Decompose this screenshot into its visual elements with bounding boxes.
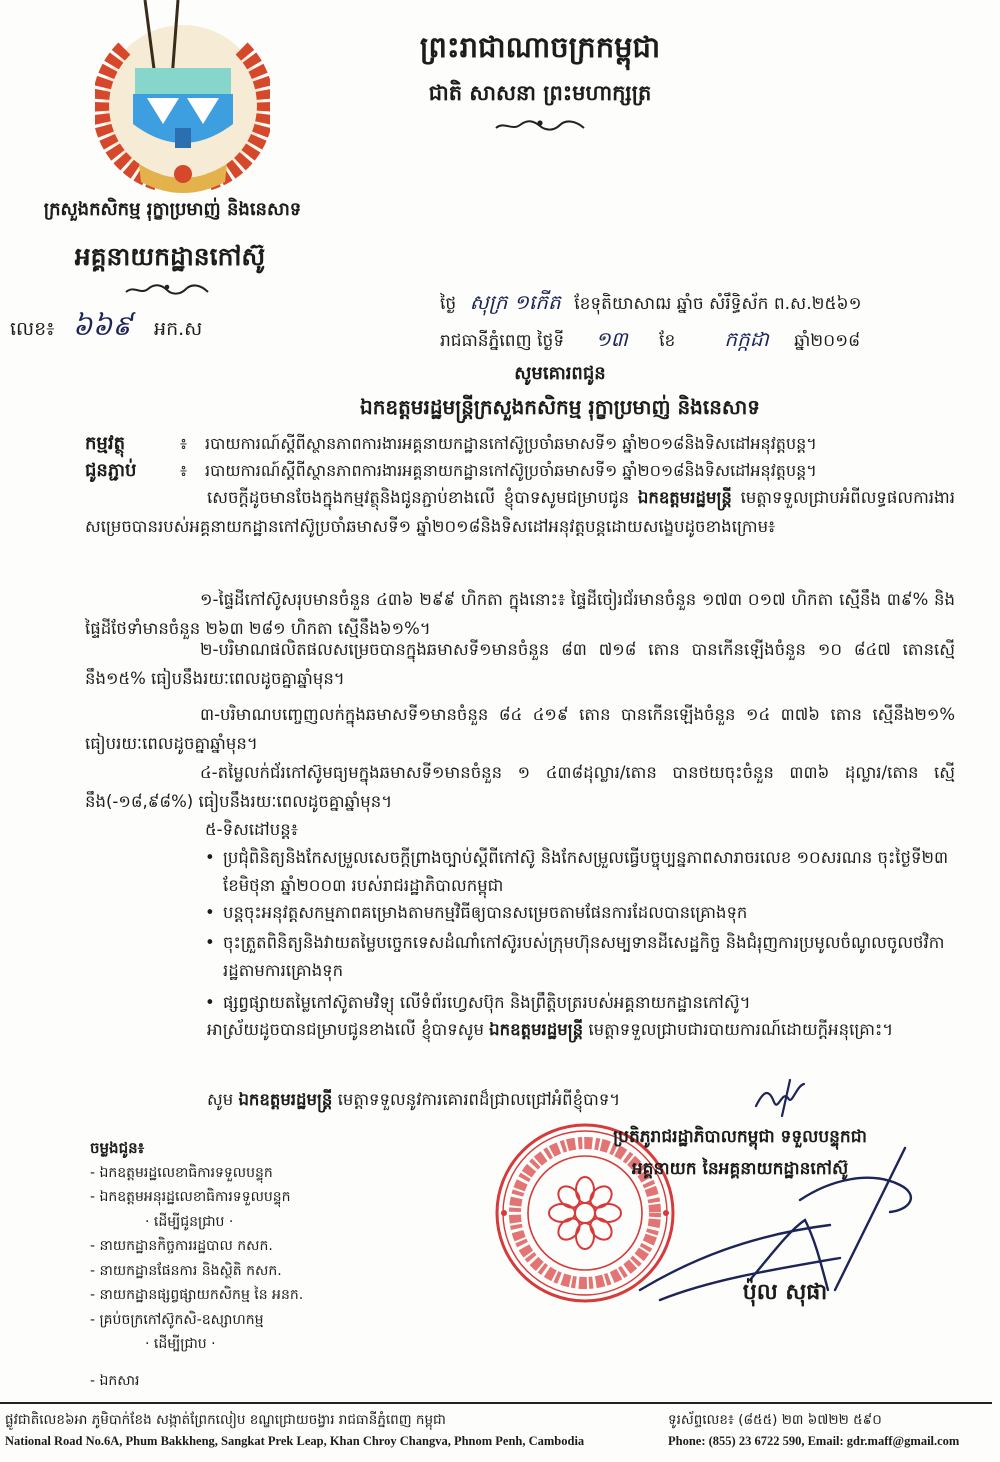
month-label: ខែ [659, 331, 676, 351]
signatory-title: ប្រតិភូរាជរដ្ឋាភិបាលកម្ពុជា ទទួលបន្ទុកជា [613, 1127, 867, 1147]
enclosure-label: ជូនភ្ជាប់ [85, 460, 137, 481]
date-day-handwritten: ១៣ [595, 327, 628, 351]
footer-address-english: National Road No.6A, Phum Bakkheng, Sangkat Prek Leap, Khan Chroy Changva, Phnom Penh, Cambodia [5, 1434, 585, 1448]
direction-text: បន្តចុះអនុវត្តសកម្មភាពគម្រោងតាមកម្មវិធីឲ្យបានសម្រេចតាមផែនការដែលបានគ្រោងទុក [223, 903, 748, 922]
ornament-divider [122, 283, 212, 297]
kingdom-title: ព្រះរាជាណាចក្រកម្ពុជា [419, 30, 661, 64]
solar-date-line [440, 326, 965, 356]
copies-item: - គ្រប់ចក្រកៅស៊ូកសិ-ឧស្សាហកម្ម [90, 1311, 264, 1328]
result-item: ៤-តម្លៃលក់ជ័រកៅស៊ូមធ្យមក្នុងឆមាសទី១មានចំនួន ១ ៤៣៨ដុល្លារ/តោន បានថយចុះចំនួន ៣៣៦ ដុល្លារ/តោន ស្មើនឹង(-១៨,៩៨%) ធៀបនឹងរយៈពេលដូចគ្នាឆ្នាំមុន។ [85, 763, 955, 811]
ministry-emblem [95, 0, 270, 195]
bullet-marker: • [205, 848, 215, 867]
respect-minister: ឯកឧត្តមរដ្ឋមន្ត្រី [238, 1090, 333, 1109]
copies-item: - នាយកដ្ឋានកិច្ចការរដ្ឋបាល កសក. [90, 1238, 273, 1254]
initial-signature-mark [752, 1076, 812, 1120]
copies-list [90, 1136, 450, 1393]
subject-row [85, 431, 960, 458]
direction-bullet-item [205, 899, 950, 927]
date-year: ឆ្នាំ២០១៨ [794, 331, 861, 351]
bullet-marker: • [205, 993, 215, 1012]
closing-minister: ឯកឧត្តមរដ្ឋមន្ត្រី [489, 1020, 584, 1039]
direction-bullet-item [205, 844, 950, 900]
enclosure-text: របាយការណ៍ស្តីពីស្ថានភាពការងារអគ្គនាយកដ្ឋានកៅស៊ូប្រចាំឆមាសទី១ ឆ្នាំ២០១៨និងទិសដៅអនុវត្តបន្ត។ [205, 461, 817, 480]
copies-note: · ដើម្បីជ្រាប · [145, 1336, 216, 1352]
direction-bullet-item [205, 989, 950, 1017]
copies-item: - នាយកដ្ឋានផែនការ និងស្ថិតិ កសក. [90, 1262, 282, 1279]
enclosure-separator: ៖ [180, 461, 188, 480]
enclosure-row [85, 458, 960, 485]
addressee: ឯកឧត្តមរដ្ឋមន្ត្រីក្រសួងកសិកម្ម រុក្ខាប្រមាញ់ និងនេសាទ [360, 395, 760, 419]
national-motto: ជាតិ សាសនា ព្រះមហាក្សត្រ [428, 81, 652, 105]
bullet-marker: • [205, 933, 215, 952]
respect-text-before: សូម [207, 1090, 239, 1109]
respect-paragraph [85, 1086, 955, 1115]
respect-text-after: មេត្តាទទួលនូវការគោរពដ៏ជ្រាលជ្រៅអំពីខ្ញុំបាទ។ [332, 1090, 621, 1109]
lunar-day-handwritten: សុក្រ ១កើត [469, 290, 561, 314]
reference-handwritten-number: ៦៦៩ [72, 309, 133, 342]
subject-label: កម្មវត្ថុ [85, 433, 125, 454]
footer-phone-khmer: ទូរស័ព្ទលេខ៖ (៨៥៥) ២៣ ៦៧២២ ៥៩០ [668, 1412, 882, 1428]
reference-number [10, 308, 340, 349]
copies-item: - ឯកឧត្តមអនុរដ្ឋលេខាធិការទទួលបន្ទុក [90, 1189, 291, 1205]
result-item: ៣-បរិមាណបញ្ចេញលក់ក្នុងឆមាសទី១មានចំនួន ៨៤ ៤១៩ តោន បានកើនឡើងចំនួន ១៤ ៣៧៦ តោន ស្មើនឹង២១% ធៀបរយៈពេលដូចគ្នាឆ្នាំមុន។ [85, 705, 955, 753]
intro-text-before: សេចក្តីដូចមានចែងក្នុងកម្មវត្ថុនិងជូនភ្ជាប់ខាងលើ ខ្ញុំបាទសូមជម្រាបជូន [207, 488, 638, 507]
footer-contact-english: Phone: (855) 23 6722 590, Email: gdr.maff@gmail.com [668, 1434, 960, 1448]
reference-suffix: អក.ស [154, 318, 203, 340]
intro-paragraph [85, 484, 955, 541]
lunar-date-rest: ខែទុតិយាសាឍ ឆ្នាំច សំរឹទ្ធិស័ក ព.ស.២៥៦១ [574, 294, 862, 314]
direction-text: ប្រជុំពិនិត្យនិងកែសម្រួលសេចក្តីព្រាងច្បាប់ស្តីពីកៅស៊ូ និងកែសម្រួលធ្វើបច្ចុប្បន្នភាពសារាចរលេខ ១០សរណន ចុះថ្ងៃទី២៣ ខែមិថុនា ឆ្នាំ២០០៣ របស់រាជរដ្ឋាភិបាលកម្ពុជា [223, 848, 949, 895]
copies-heading: ចម្លងជូន៖ [90, 1139, 145, 1157]
direction-text: ផ្សព្វផ្សាយតម្លៃកៅស៊ូតាមវិទ្យុ លើទំព័រហ្វេសប៊ុក និងព្រឹត្តិបត្ររបស់អគ្គនាយកដ្ឋានកៅស៊ូ។ [223, 993, 751, 1012]
result-item: ២-បរិមាណផលិតផលសម្រេចបានក្នុងឆមាសទី១មានចំនួន ៨៣ ៧១៨ តោន បានកើនឡើងចំនួន ១០ ៨៤៧ តោនស្មើនឹង១៥% ធៀបនឹងរយៈពេលដូចគ្នាឆ្នាំមុន។ [85, 640, 955, 688]
copies-item: - នាយកដ្ឋានផ្សព្វផ្សាយកសិកម្ម នៃ អនក. [90, 1287, 304, 1303]
direction-text: ចុះត្រួតពិនិត្យនិងវាយតម្លៃបច្ចេកទេសដំណាំកៅស៊ូរបស់ក្រុមហ៊ុនសម្បទានដីសេដ្ឋកិច្ច និងជំរុញការប្រមូលចំណូលចូលថវិការដ្ឋតាមការគ្រោងទុក [223, 933, 945, 980]
signatory-position: អគ្គនាយក នៃអគ្គនាយកដ្ឋានកៅស៊ូ [631, 1159, 849, 1179]
department-name: អគ្គនាយកដ្ឋានកៅស៊ូ [74, 242, 266, 271]
direction-bullet-item [205, 929, 950, 985]
lunar-date-line [440, 289, 965, 319]
place-label: រាជធានីភ្នំពេញ ថ្ងៃទី [440, 331, 565, 351]
closing-text-after: មេត្តាទទួលជ្រាបជារបាយការណ៍ដោយក្តីអនុគ្រោះ។ [583, 1020, 894, 1039]
signatory-name: ប៉ុល សុផា [742, 1280, 828, 1305]
intro-text-after: មេត្តាទទួលជ្រាបអំពីលទ្ធផលការងារសម្រេចបានរបស់អគ្គនាយកដ្ឋានកៅស៊ូប្រចាំឆមាសទី១ ឆ្នាំ២០១៨និងទិសដៅអនុវត្តបន្តដោយសង្ខេបដូចខាងក្រោម៖ [85, 488, 955, 536]
ministry-name: ក្រសួងកសិកម្ម រុក្ខាប្រមាញ់ និងនេសាទ [43, 199, 302, 220]
result-item: ១-ផ្ទៃដីកៅស៊ូសរុបមានចំនួន ៤៣៦ ២៩៩ ហិកតា ក្នុងនោះ៖ ផ្ទៃដីចៀរជ័រមានចំនួន ១៧៣ ០១៧ ហិកតា ស្មើនឹង ៣៩% និងផ្ទៃដីថែទាំមានចំនួន ២៦៣ ២៨១ ហិកតា ស្មើនឹង៦១%។ [85, 590, 955, 638]
footer-address-khmer: ផ្លូវជាតិលេខ៦អា ភូមិបាក់ខែង សង្កាត់ព្រែកលៀប ខណ្ឌជ្រោយចង្វារ រាជធានីភ្នំពេញ កម្ពុជា [5, 1412, 446, 1428]
copies-item: - ឯកសារ [90, 1372, 140, 1389]
closing-text-before: អាស្រ័យដូចបានជម្រាបជូនខាងលើ ខ្ញុំបាទសូម [207, 1020, 490, 1039]
closing-paragraph [85, 1016, 955, 1045]
bullet-marker: • [205, 903, 215, 922]
salutation: សូមគោរពជូន [514, 363, 606, 384]
intro-minister: ឯកឧត្តមរដ្ឋមន្ត្រី [637, 488, 732, 507]
directions-heading: ៥-ទិសដៅបន្ត៖ [205, 820, 298, 839]
subject-text: របាយការណ៍ស្តីពីស្ថានភាពការងារអគ្គនាយកដ្ឋានកៅស៊ូប្រចាំឆមាសទី១ ឆ្នាំ២០១៨និងទិសដៅអនុវត្តបន្ត។ [205, 434, 817, 453]
ornament-divider [492, 118, 588, 134]
copies-note: · ដើម្បីជូនជ្រាប · [145, 1213, 234, 1230]
reference-label: លេខ៖ [10, 318, 55, 340]
copies-item: - ឯកឧត្តមរដ្ឋលេខាធិការទទួលបន្ទុក [90, 1164, 273, 1181]
footer-divider [0, 1402, 992, 1404]
subject-separator: ៖ [180, 434, 188, 453]
date-month-handwritten: កក្កដា [724, 327, 769, 351]
day-label: ថ្ងៃ [440, 294, 457, 314]
